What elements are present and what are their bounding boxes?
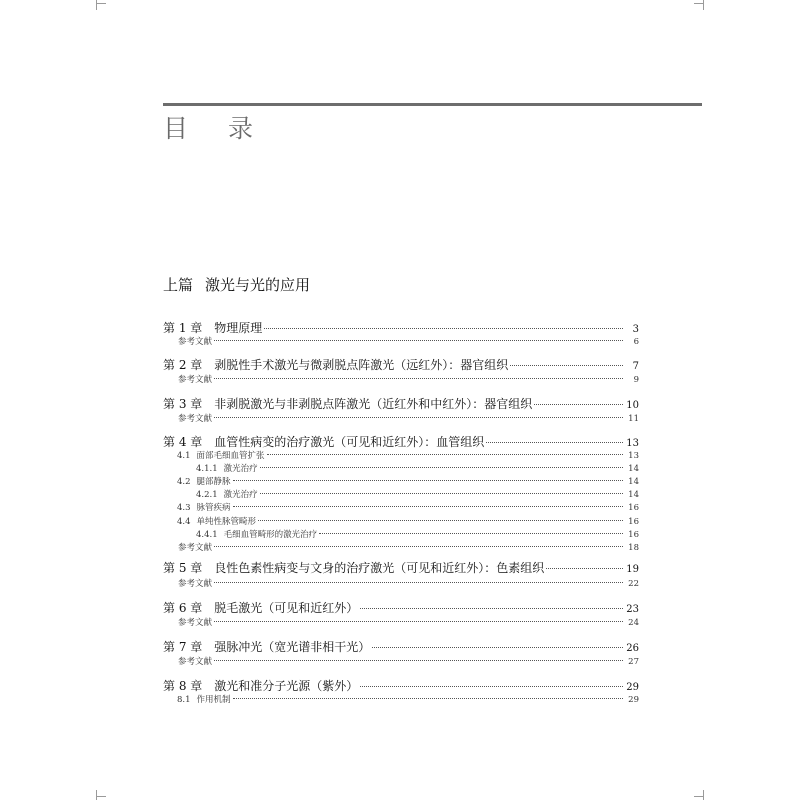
crop-mark: [96, 796, 106, 797]
toc-entry-page: 9: [633, 375, 639, 385]
toc-entry-ref[interactable]: [163, 374, 639, 387]
toc-entry-label: [196, 529, 317, 542]
crop-mark: [96, 790, 97, 800]
dot-leader: [319, 533, 623, 534]
toc-entry-title: 激光和准分子光源（紫外）: [214, 679, 359, 693]
part-label: 上篇: [163, 276, 194, 294]
toc-entry-number: 第 5 章: [163, 561, 203, 575]
toc-entry-label: [196, 463, 258, 476]
toc-entry-number: 4.2.1: [196, 490, 218, 500]
toc-entry-page: 7: [632, 361, 639, 372]
toc-entry-sub[interactable]: [163, 463, 639, 476]
toc-entry-title: 参考文献: [178, 618, 213, 628]
toc-entry-label: [178, 542, 212, 555]
toc-entry-chapter[interactable]: [163, 678, 639, 694]
toc-entry-number: 4.4.1: [196, 530, 218, 540]
toc-entry-page: 29: [628, 695, 639, 705]
dot-leader: [486, 442, 623, 443]
toc-entry-title: 毛细血管畸形的激光治疗: [223, 530, 318, 540]
toc-entry-title: 良性色素性病变与文身的治疗激光（可见和近红外）：色素组织: [214, 561, 545, 575]
toc-entry-ref[interactable]: [163, 336, 639, 349]
toc-entry-label: [196, 489, 258, 502]
toc-entry-page: 16: [628, 530, 639, 540]
toc-entry-page: 13: [626, 438, 639, 449]
toc-entry-chapter[interactable]: [163, 357, 639, 373]
toc-entry-label: [178, 617, 212, 630]
toc-entry-page: 6: [633, 337, 639, 347]
toc-entry-page: 14: [628, 464, 639, 474]
toc-entry-label: [163, 678, 358, 694]
toc-entry-title: 参考文献: [178, 337, 213, 347]
toc-entry-title: 激光治疗: [223, 464, 258, 474]
dot-leader: [233, 480, 623, 481]
toc-entry-label: [163, 600, 358, 616]
toc-entry-sub[interactable]: [163, 489, 639, 502]
toc-entry-chapter[interactable]: [163, 320, 639, 336]
dot-leader: [264, 328, 623, 329]
toc-entry-page: 16: [628, 517, 639, 527]
toc-entry-label: [178, 656, 212, 669]
toc-entry-ref[interactable]: [163, 542, 639, 555]
dot-leader: [260, 493, 623, 494]
toc-entry-title: 单纯性脉管畸形: [196, 517, 257, 527]
dot-leader: [260, 467, 623, 468]
crop-mark: [96, 0, 97, 10]
toc-entry-number: 第 2 章: [163, 358, 203, 372]
toc-entry-page: 22: [628, 579, 639, 589]
toc-entry-title: 脉管疾病: [196, 503, 231, 513]
dot-leader: [214, 546, 623, 547]
toc-entry-title: 作用机制: [196, 695, 231, 705]
part-title: [163, 274, 310, 296]
toc-entry-title: 非剥脱激光与非剥脱点阵激光（近红外和中红外）：器官组织: [214, 397, 533, 411]
toc-entry-number: 4.1: [177, 451, 191, 461]
toc-entry-label: [177, 502, 231, 515]
toc-entry-title: 参考文献: [178, 543, 213, 553]
toc-entry-title: 脱毛激光（可见和近红外）: [214, 601, 359, 615]
table-of-contents: [163, 320, 639, 707]
toc-entry-sec[interactable]: [163, 502, 639, 515]
dot-leader: [214, 417, 623, 418]
toc-entry-ref[interactable]: [163, 578, 639, 591]
toc-entry-chapter[interactable]: [163, 396, 639, 412]
toc-entry-sec[interactable]: [163, 476, 639, 489]
toc-entry-ref[interactable]: [163, 413, 639, 426]
header-rule: [163, 103, 702, 106]
toc-entry-title: 腿部静脉: [196, 477, 231, 487]
toc-entry-page: 14: [628, 477, 639, 487]
toc-entry-number: 第 1 章: [163, 321, 203, 335]
toc-entry-label: [163, 560, 544, 576]
dot-leader: [546, 568, 623, 569]
toc-entry-sec[interactable]: [163, 516, 639, 529]
toc-entry-label: [163, 396, 532, 412]
part-name: 激光与光的应用: [205, 276, 311, 294]
toc-entry-number: 第 6 章: [163, 601, 203, 615]
toc-entry-title: 激光治疗: [223, 490, 258, 500]
toc-entry-page: 19: [626, 564, 639, 575]
toc-entry-label: [163, 434, 484, 450]
toc-entry-label: [163, 357, 508, 373]
dot-leader: [233, 698, 623, 699]
toc-entry-page: 3: [632, 324, 639, 335]
dot-leader: [214, 621, 623, 622]
toc-entry-title: 参考文献: [178, 414, 213, 424]
toc-entry-label: [177, 476, 231, 489]
dot-leader: [534, 404, 623, 405]
toc-entry-number: 第 3 章: [163, 397, 203, 411]
toc-entry-page: 11: [628, 414, 639, 424]
toc-entry-ref[interactable]: [163, 617, 639, 630]
toc-entry-chapter[interactable]: [163, 639, 639, 655]
toc-entry-title: 物理原理: [214, 321, 263, 335]
toc-entry-title: 参考文献: [178, 375, 213, 385]
toc-entry-label: [177, 516, 256, 529]
toc-entry-chapter[interactable]: [163, 434, 639, 450]
crop-mark: [96, 3, 106, 4]
crop-mark: [703, 790, 704, 800]
toc-entry-title: 面部毛细血管扩张: [196, 451, 265, 461]
dot-leader: [233, 506, 623, 507]
toc-entry-page: 18: [628, 543, 639, 553]
toc-entry-page: 27: [628, 657, 639, 667]
dot-leader: [214, 660, 623, 661]
toc-entry-number: 第 7 章: [163, 640, 203, 654]
toc-entry-number: 8.1: [177, 695, 191, 705]
dot-leader: [510, 365, 623, 366]
dot-leader: [372, 647, 623, 648]
crop-mark: [703, 0, 704, 10]
toc-entry-number: 4.3: [177, 503, 191, 513]
toc-entry-title: 剥脱性手术激光与微剥脱点阵激光（远红外）：器官组织: [214, 358, 509, 372]
toc-entry-label: [163, 639, 370, 655]
toc-entry-label: [163, 320, 262, 336]
toc-entry-page: 13: [628, 451, 639, 461]
toc-entry-label: [178, 413, 212, 426]
toc-entry-page: 23: [626, 604, 639, 615]
toc-entry-page: 24: [628, 618, 639, 628]
toc-entry-number: 4.4: [177, 517, 191, 527]
dot-leader: [258, 520, 623, 521]
dot-leader: [214, 378, 623, 379]
toc-entry-chapter[interactable]: [163, 560, 639, 576]
toc-entry-title: 参考文献: [178, 579, 213, 589]
toc-entry-number: 第 8 章: [163, 679, 203, 693]
toc-entry-page: 16: [628, 503, 639, 513]
dot-leader: [360, 608, 623, 609]
toc-entry-number: 4.1.1: [196, 464, 218, 474]
toc-entry-label: [178, 336, 212, 349]
toc-entry-label: [178, 578, 212, 591]
toc-entry-title: 参考文献: [178, 657, 213, 667]
toc-entry-ref[interactable]: [163, 656, 639, 669]
page-title: 目 录: [163, 114, 269, 143]
toc-entry-number: 第 4 章: [163, 435, 203, 449]
toc-entry-label: [177, 694, 231, 707]
toc-entry-sec[interactable]: [163, 450, 639, 463]
toc-entry-page: 14: [628, 490, 639, 500]
dot-leader: [214, 340, 623, 341]
dot-leader: [267, 454, 623, 455]
dot-leader: [360, 686, 623, 687]
toc-entry-chapter[interactable]: [163, 600, 639, 616]
toc-entry-label: [177, 450, 265, 463]
toc-entry-page: 29: [626, 682, 639, 693]
toc-entry-title: 强脉冲光（宽光谱非相干光）: [214, 640, 371, 654]
toc-entry-title: 血管性病变的治疗激光（可见和近红外）：血管组织: [214, 435, 485, 449]
toc-entry-number: 4.2: [177, 477, 191, 487]
toc-entry-label: [178, 374, 212, 387]
dot-leader: [214, 582, 623, 583]
toc-entry-page: 26: [626, 643, 639, 654]
toc-entry-page: 10: [626, 400, 639, 411]
toc-entry-sec[interactable]: [163, 694, 639, 707]
toc-entry-sub[interactable]: [163, 529, 639, 542]
